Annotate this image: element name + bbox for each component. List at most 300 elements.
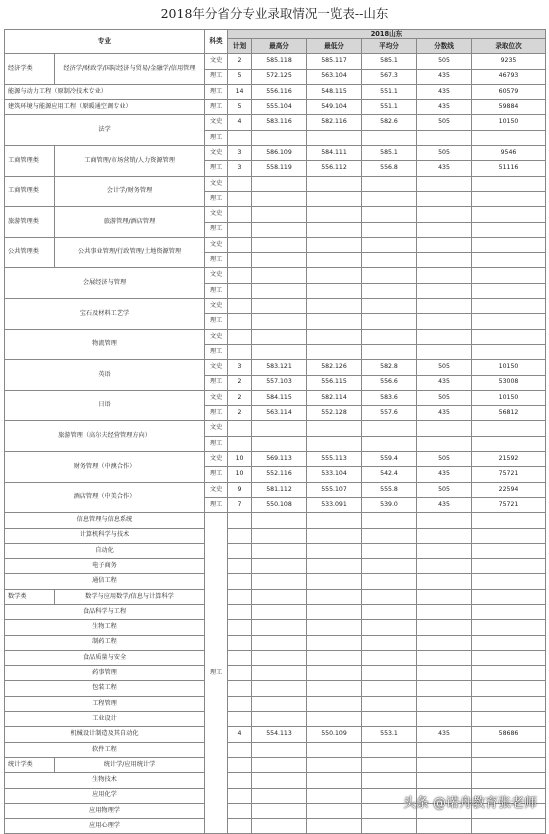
- avg-cell: 556.8: [362, 161, 417, 176]
- avg-cell: [362, 283, 417, 298]
- plan-cell: 2: [228, 54, 252, 69]
- min-cell: [307, 773, 362, 788]
- col-header-plan: 计划: [228, 39, 252, 54]
- avg-cell: 539.0: [362, 497, 417, 512]
- avg-cell: [362, 268, 417, 283]
- avg-cell: [362, 712, 417, 727]
- major-cell: 旅游管理/酒店管理: [55, 207, 205, 238]
- line-cell: 435: [417, 84, 472, 99]
- major-cell: 能源与动力工程（原制冷技术专业）: [5, 84, 205, 99]
- max-cell: [252, 283, 307, 298]
- watermark: 头条 @诺舟教育张老师: [402, 796, 537, 811]
- line-cell: [417, 604, 472, 619]
- min-cell: [307, 268, 362, 283]
- category-cell: 数学类: [5, 589, 55, 604]
- max-cell: [252, 773, 307, 788]
- category-cell: 工商管理类: [5, 176, 55, 207]
- avg-cell: [362, 742, 417, 757]
- min-cell: 533.104: [307, 467, 362, 482]
- line-cell: 435: [417, 727, 472, 742]
- min-cell: [307, 130, 362, 145]
- subject-cell: 理工: [205, 222, 228, 237]
- min-cell: [307, 253, 362, 268]
- avg-cell: [362, 620, 417, 635]
- min-cell: [307, 559, 362, 574]
- rank-cell: 9546: [472, 146, 546, 161]
- table-row: [5, 482, 546, 497]
- rank-cell: [472, 589, 546, 604]
- subject-cell: 文史: [205, 176, 228, 191]
- major-cell: 药事管理: [5, 666, 205, 681]
- plan-cell: [228, 513, 252, 528]
- line-cell: [417, 528, 472, 543]
- min-cell: 555.107: [307, 482, 362, 497]
- rank-cell: [472, 253, 546, 268]
- avg-cell: 551.1: [362, 84, 417, 99]
- rank-cell: [472, 283, 546, 298]
- table-row: [5, 452, 546, 467]
- major-cell: 物流管理: [5, 329, 205, 360]
- avg-cell: [362, 574, 417, 589]
- major-cell: 生物技术: [5, 773, 205, 788]
- max-cell: [252, 513, 307, 528]
- min-cell: 556.112: [307, 161, 362, 176]
- table-row: [5, 176, 546, 191]
- max-cell: 556.116: [252, 84, 307, 99]
- max-cell: [252, 620, 307, 635]
- rank-cell: [472, 130, 546, 145]
- major-cell: 生物工程: [5, 620, 205, 635]
- subject-cell: 文史: [205, 452, 228, 467]
- col-header-max: 最高分: [252, 39, 307, 54]
- table-body: [5, 30, 546, 834]
- table-row: [5, 329, 546, 344]
- category-cell: 公共管理类: [5, 237, 55, 268]
- max-cell: [252, 681, 307, 696]
- subject-cell: 文史: [205, 54, 228, 69]
- table-row: [5, 237, 546, 252]
- rank-cell: [472, 421, 546, 436]
- max-cell: 585.118: [252, 54, 307, 69]
- max-cell: 584.115: [252, 390, 307, 405]
- min-cell: [307, 666, 362, 681]
- province-header: 2018山东: [228, 30, 546, 39]
- plan-cell: [228, 436, 252, 451]
- subject-cell: 文史: [205, 237, 228, 252]
- plan-cell: [228, 757, 252, 772]
- avg-cell: [362, 176, 417, 191]
- min-cell: [307, 788, 362, 803]
- subject-cell: 文史: [205, 115, 228, 130]
- min-cell: 548.115: [307, 84, 362, 99]
- line-cell: [417, 237, 472, 252]
- rank-cell: [472, 222, 546, 237]
- table-row: [5, 299, 546, 314]
- avg-cell: [362, 329, 417, 344]
- major-cell: 旅游管理（高尔夫经营管理方向）: [5, 421, 205, 452]
- max-cell: [252, 176, 307, 191]
- max-cell: 550.108: [252, 497, 307, 512]
- rank-cell: 56812: [472, 406, 546, 421]
- plan-cell: [228, 666, 252, 681]
- line-cell: 505: [417, 54, 472, 69]
- line-cell: [417, 299, 472, 314]
- rank-cell: [472, 268, 546, 283]
- major-cell: 应用物理学: [5, 803, 205, 818]
- line-cell: 435: [417, 161, 472, 176]
- subject-cell: 文史: [205, 482, 228, 497]
- plan-cell: [228, 191, 252, 206]
- plan-cell: 2: [228, 406, 252, 421]
- min-cell: [307, 299, 362, 314]
- max-cell: [252, 819, 307, 834]
- plan-cell: 2: [228, 375, 252, 390]
- avg-cell: [362, 130, 417, 145]
- col-header-line: 分数线: [417, 39, 472, 54]
- line-cell: [417, 283, 472, 298]
- rank-cell: 53008: [472, 375, 546, 390]
- min-cell: 556.115: [307, 375, 362, 390]
- max-cell: 572.125: [252, 69, 307, 84]
- min-cell: [307, 329, 362, 344]
- line-cell: 435: [417, 69, 472, 84]
- table-row: [5, 757, 546, 772]
- subject-cell: 理工: [205, 253, 228, 268]
- subject-cell: 文史: [205, 268, 228, 283]
- min-cell: [307, 650, 362, 665]
- max-cell: [252, 574, 307, 589]
- avg-cell: [362, 543, 417, 558]
- plan-cell: [228, 712, 252, 727]
- plan-cell: [228, 543, 252, 558]
- rank-cell: [472, 757, 546, 772]
- line-cell: 505: [417, 146, 472, 161]
- subject-cell: 理工: [205, 344, 228, 359]
- max-cell: [252, 543, 307, 558]
- line-cell: [417, 268, 472, 283]
- plan-cell: 3: [228, 146, 252, 161]
- plan-cell: [228, 620, 252, 635]
- major-cell: 数学与应用数学/信息与计算科学: [55, 589, 205, 604]
- max-cell: [252, 253, 307, 268]
- rank-cell: [472, 513, 546, 528]
- major-cell: 电子商务: [5, 559, 205, 574]
- table-row: [5, 207, 546, 222]
- avg-cell: [362, 681, 417, 696]
- max-cell: [252, 589, 307, 604]
- table-row: [5, 620, 546, 635]
- rank-cell: 21592: [472, 452, 546, 467]
- major-cell: 宝石及材料工艺学: [5, 299, 205, 330]
- plan-cell: 2: [228, 390, 252, 405]
- major-cell: 应用化学: [5, 788, 205, 803]
- avg-cell: 559.4: [362, 452, 417, 467]
- max-cell: [252, 696, 307, 711]
- rank-cell: 51116: [472, 161, 546, 176]
- max-cell: [252, 436, 307, 451]
- rank-cell: [472, 191, 546, 206]
- table-row: [5, 681, 546, 696]
- min-cell: [307, 436, 362, 451]
- line-cell: [417, 222, 472, 237]
- min-cell: [307, 314, 362, 329]
- plan-cell: [228, 222, 252, 237]
- rank-cell: [472, 176, 546, 191]
- table-row: [5, 574, 546, 589]
- table-row: [5, 559, 546, 574]
- line-cell: [417, 421, 472, 436]
- line-cell: [417, 620, 472, 635]
- min-cell: [307, 681, 362, 696]
- max-cell: 555.104: [252, 100, 307, 115]
- avg-cell: [362, 253, 417, 268]
- table-row: [5, 589, 546, 604]
- rank-cell: [472, 604, 546, 619]
- major-cell: 食品质量与安全: [5, 650, 205, 665]
- plan-cell: [228, 268, 252, 283]
- avg-cell: 585.1: [362, 146, 417, 161]
- max-cell: 552.116: [252, 467, 307, 482]
- plan-cell: 4: [228, 115, 252, 130]
- avg-cell: [362, 773, 417, 788]
- min-cell: [307, 604, 362, 619]
- min-cell: 549.104: [307, 100, 362, 115]
- min-cell: 555.113: [307, 452, 362, 467]
- subject-cell: 理工: [205, 467, 228, 482]
- avg-cell: [362, 344, 417, 359]
- major-cell: 会计学/财务管理: [55, 176, 205, 207]
- major-cell: 工程管理: [5, 696, 205, 711]
- plan-cell: [228, 299, 252, 314]
- line-cell: [417, 344, 472, 359]
- major-cell: 财务管理（中澳合作）: [5, 452, 205, 483]
- min-cell: [307, 635, 362, 650]
- max-cell: [252, 268, 307, 283]
- min-cell: [307, 191, 362, 206]
- min-cell: [307, 574, 362, 589]
- col-header-min: 最低分: [307, 39, 362, 54]
- category-cell: 经济学类: [5, 54, 55, 85]
- major-cell: 软件工程: [5, 742, 205, 757]
- line-cell: [417, 773, 472, 788]
- line-cell: [417, 696, 472, 711]
- rank-cell: [472, 329, 546, 344]
- min-cell: [307, 207, 362, 222]
- plan-cell: [228, 604, 252, 619]
- min-cell: [307, 528, 362, 543]
- line-cell: [417, 742, 472, 757]
- category-cell: 工商管理类: [5, 146, 55, 177]
- min-cell: [307, 712, 362, 727]
- table-row: [5, 696, 546, 711]
- line-cell: 505: [417, 115, 472, 130]
- subject-cell: 理工: [205, 130, 228, 145]
- col-header-rank: 录取位次: [472, 39, 546, 54]
- max-cell: 569.113: [252, 452, 307, 467]
- max-cell: [252, 650, 307, 665]
- major-cell: 机械设计制造及其自动化: [5, 727, 205, 742]
- avg-cell: 557.6: [362, 406, 417, 421]
- category-cell: 统计学类: [5, 757, 55, 772]
- avg-cell: [362, 650, 417, 665]
- max-cell: [252, 237, 307, 252]
- plan-cell: [228, 559, 252, 574]
- avg-cell: [362, 757, 417, 772]
- table-row: [5, 115, 546, 130]
- table-row: [5, 54, 546, 69]
- line-cell: [417, 681, 472, 696]
- line-cell: [417, 176, 472, 191]
- min-cell: [307, 513, 362, 528]
- plan-cell: [228, 314, 252, 329]
- rank-cell: [472, 773, 546, 788]
- max-cell: [252, 314, 307, 329]
- subject-cell: 理工: [205, 84, 228, 99]
- table-row: [5, 712, 546, 727]
- max-cell: [252, 604, 307, 619]
- major-cell: 食品科学与工程: [5, 604, 205, 619]
- plan-cell: [228, 589, 252, 604]
- major-cell: 日语: [5, 390, 205, 421]
- min-cell: 582.126: [307, 360, 362, 375]
- major-cell: 统计学/应用统计学: [55, 757, 205, 772]
- rank-cell: 22594: [472, 482, 546, 497]
- avg-cell: [362, 635, 417, 650]
- subject-cell: 文史: [205, 329, 228, 344]
- rank-cell: [472, 528, 546, 543]
- plan-cell: 10: [228, 467, 252, 482]
- table-row: [5, 604, 546, 619]
- max-cell: [252, 299, 307, 314]
- major-cell: 自动化: [5, 543, 205, 558]
- line-cell: [417, 589, 472, 604]
- plan-cell: [228, 253, 252, 268]
- line-cell: [417, 712, 472, 727]
- table-row: [5, 146, 546, 161]
- avg-cell: 585.1: [362, 54, 417, 69]
- table-row: [5, 727, 546, 742]
- line-cell: 505: [417, 482, 472, 497]
- max-cell: [252, 757, 307, 772]
- rank-cell: [472, 344, 546, 359]
- rank-cell: [472, 620, 546, 635]
- rank-cell: [472, 666, 546, 681]
- rank-cell: [472, 559, 546, 574]
- max-cell: [252, 191, 307, 206]
- rank-cell: 10150: [472, 360, 546, 375]
- rank-cell: 75721: [472, 497, 546, 512]
- line-cell: 505: [417, 390, 472, 405]
- rank-cell: 59884: [472, 100, 546, 115]
- min-cell: 582.114: [307, 390, 362, 405]
- line-cell: [417, 253, 472, 268]
- table-row: [5, 360, 546, 375]
- avg-cell: [362, 513, 417, 528]
- min-cell: 563.104: [307, 69, 362, 84]
- line-cell: [417, 543, 472, 558]
- subject-cell: 理工: [205, 100, 228, 115]
- max-cell: [252, 666, 307, 681]
- subject-cell: 理工: [205, 191, 228, 206]
- max-cell: [252, 421, 307, 436]
- plan-cell: [228, 635, 252, 650]
- min-cell: [307, 543, 362, 558]
- max-cell: [252, 344, 307, 359]
- line-cell: [417, 819, 472, 834]
- plan-cell: 7: [228, 497, 252, 512]
- major-cell: 包装工程: [5, 681, 205, 696]
- plan-cell: 9: [228, 482, 252, 497]
- rank-cell: [472, 436, 546, 451]
- line-cell: 435: [417, 406, 472, 421]
- max-cell: 586.109: [252, 146, 307, 161]
- subject-cell: 理工: [205, 69, 228, 84]
- line-cell: [417, 191, 472, 206]
- subject-cell: 理工: [205, 375, 228, 390]
- min-cell: [307, 742, 362, 757]
- avg-cell: [362, 222, 417, 237]
- plan-cell: [228, 207, 252, 222]
- subject-cell: 理工: [205, 161, 228, 176]
- page-title: 2018年分省分专业录取情况一览表--山东: [160, 6, 389, 21]
- subject-cell: 文史: [205, 207, 228, 222]
- table-row: [5, 528, 546, 543]
- rank-cell: [472, 681, 546, 696]
- plan-cell: [228, 681, 252, 696]
- avg-cell: 555.8: [362, 482, 417, 497]
- min-cell: [307, 344, 362, 359]
- subject-cell: 文史: [205, 146, 228, 161]
- rank-cell: 60579: [472, 84, 546, 99]
- plan-cell: [228, 803, 252, 818]
- min-cell: 584.111: [307, 146, 362, 161]
- min-cell: [307, 620, 362, 635]
- max-cell: 554.113: [252, 727, 307, 742]
- plan-cell: [228, 283, 252, 298]
- major-cell: 信息管理与信息系统: [5, 513, 205, 528]
- max-cell: 563.114: [252, 406, 307, 421]
- avg-cell: [362, 421, 417, 436]
- max-cell: [252, 207, 307, 222]
- major-cell: 工业设计: [5, 712, 205, 727]
- min-cell: [307, 803, 362, 818]
- line-cell: [417, 329, 472, 344]
- table-row: [5, 819, 546, 834]
- rank-cell: [472, 207, 546, 222]
- plan-cell: 5: [228, 100, 252, 115]
- min-cell: [307, 819, 362, 834]
- line-cell: [417, 513, 472, 528]
- col-header-avg: 平均分: [362, 39, 417, 54]
- line-cell: [417, 574, 472, 589]
- avg-cell: 583.6: [362, 390, 417, 405]
- plan-cell: [228, 344, 252, 359]
- min-cell: [307, 237, 362, 252]
- line-cell: [417, 650, 472, 665]
- major-cell: 经济学/财政学/国际经济与贸易/金融学/信用管理: [55, 54, 205, 85]
- line-cell: 435: [417, 375, 472, 390]
- min-cell: 550.109: [307, 727, 362, 742]
- major-header: 专业: [5, 30, 205, 54]
- admission-table: [4, 29, 546, 834]
- avg-cell: [362, 314, 417, 329]
- min-cell: 585.117: [307, 54, 362, 69]
- subject-cell: 理工: [205, 436, 228, 451]
- avg-cell: [362, 696, 417, 711]
- major-cell: 会展经济与管理: [5, 268, 205, 299]
- min-cell: [307, 421, 362, 436]
- max-cell: 583.121: [252, 360, 307, 375]
